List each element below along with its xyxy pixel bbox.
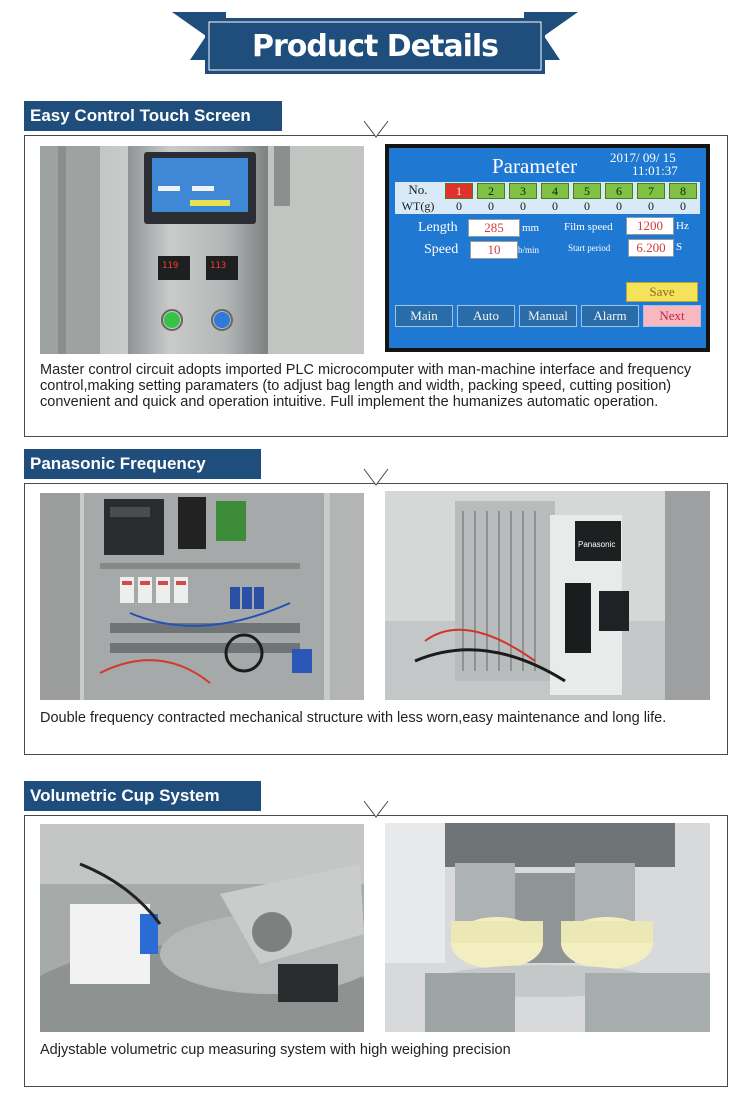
- hmi-weight-cell: 0: [456, 198, 462, 213]
- section-description: Double frequency contracted mechanical structure with less worn,easy maintenance and long life.: [40, 710, 667, 726]
- hmi-number-button[interactable]: 6: [605, 183, 633, 199]
- hmi-number-button[interactable]: 8: [669, 183, 697, 199]
- hmi-number-button[interactable]: 3: [509, 183, 537, 199]
- speed-unit: b/min: [518, 245, 540, 255]
- start-period-value: 6.200: [636, 240, 666, 255]
- section-title: Panasonic Frequency: [24, 449, 261, 479]
- film-speed-label: Film speed: [564, 221, 613, 233]
- page-title: Product Details: [251, 28, 499, 64]
- product-details-banner: [0, 0, 750, 80]
- length-value: 285: [484, 220, 504, 235]
- tab-manual[interactable]: Manual: [519, 305, 577, 327]
- hmi-weight-cell: 0: [616, 198, 622, 213]
- save-label: Save: [649, 284, 675, 299]
- film-speed-unit: Hz: [676, 220, 689, 232]
- section-title: Easy Control Touch Screen: [24, 101, 282, 131]
- callout-notch: [362, 468, 392, 488]
- tab-main[interactable]: Main: [395, 305, 453, 327]
- callout-notch: [362, 800, 392, 820]
- film-speed-value: 1200: [637, 218, 663, 233]
- panasonic-inverter-photo: [385, 491, 710, 700]
- tab-auto[interactable]: Auto: [457, 305, 515, 327]
- hmi-weight-cell: 0: [648, 198, 654, 213]
- tab-next[interactable]: Next: [643, 305, 701, 327]
- hmi-title: Parameter: [492, 154, 578, 178]
- volumetric-cups-photo: [385, 823, 710, 1032]
- start-period-field[interactable]: [628, 239, 674, 257]
- start-period-unit: S: [676, 241, 683, 253]
- hmi-time: 11:01:37: [632, 163, 678, 178]
- callout-notch: [362, 120, 392, 140]
- section-title: Volumetric Cup System: [24, 781, 261, 811]
- hmi-date: 2017/ 09/ 15: [610, 150, 676, 165]
- svg-text:119: 119: [162, 261, 179, 271]
- hmi-number-button[interactable]: 1: [445, 183, 473, 199]
- hmi-number-button[interactable]: 2: [477, 183, 505, 199]
- electrical-cabinet-photo: [40, 493, 364, 700]
- length-field[interactable]: [468, 219, 520, 237]
- film-speed-field[interactable]: [626, 217, 674, 235]
- wt-label: WT(g): [401, 198, 435, 213]
- length-unit: mm: [522, 222, 540, 234]
- start-period-label: Start period: [568, 243, 611, 253]
- hmi-weight-cell: 0: [552, 198, 558, 213]
- length-label: Length: [418, 220, 458, 235]
- speed-label: Speed: [424, 242, 459, 257]
- control-panel-photo: [40, 146, 364, 354]
- speed-field[interactable]: [470, 241, 518, 259]
- save-button[interactable]: [626, 282, 698, 302]
- hmi-weight-cell: 0: [584, 198, 590, 213]
- hmi-number-button[interactable]: 7: [637, 183, 665, 199]
- hmi-weight-cell: 0: [680, 198, 686, 213]
- hmi-weight-cell: 0: [520, 198, 526, 213]
- svg-text:113: 113: [210, 261, 227, 271]
- speed-value: 10: [487, 242, 501, 257]
- volumetric-cup-sensor-photo: [40, 824, 364, 1032]
- tab-alarm[interactable]: Alarm: [581, 305, 639, 327]
- no-label: No.: [408, 182, 428, 197]
- hmi-number-button[interactable]: 5: [573, 183, 601, 199]
- svg-text:Panasonic: Panasonic: [578, 540, 616, 549]
- hmi-number-button[interactable]: 4: [541, 183, 569, 199]
- section-description: Master control circuit adopts imported PLC microcomputer with man-machine interface and frequency control,making setting paramaters (to adjust bag length and width, packing speed, cutting position) convenient and quick and operation intuitive. Full implement the humanizes automatic operation.: [40, 362, 692, 410]
- section-description: Adjystable volumetric cup measuring system with high weighing precision: [40, 1042, 511, 1058]
- hmi-weight-cell: 0: [488, 198, 494, 213]
